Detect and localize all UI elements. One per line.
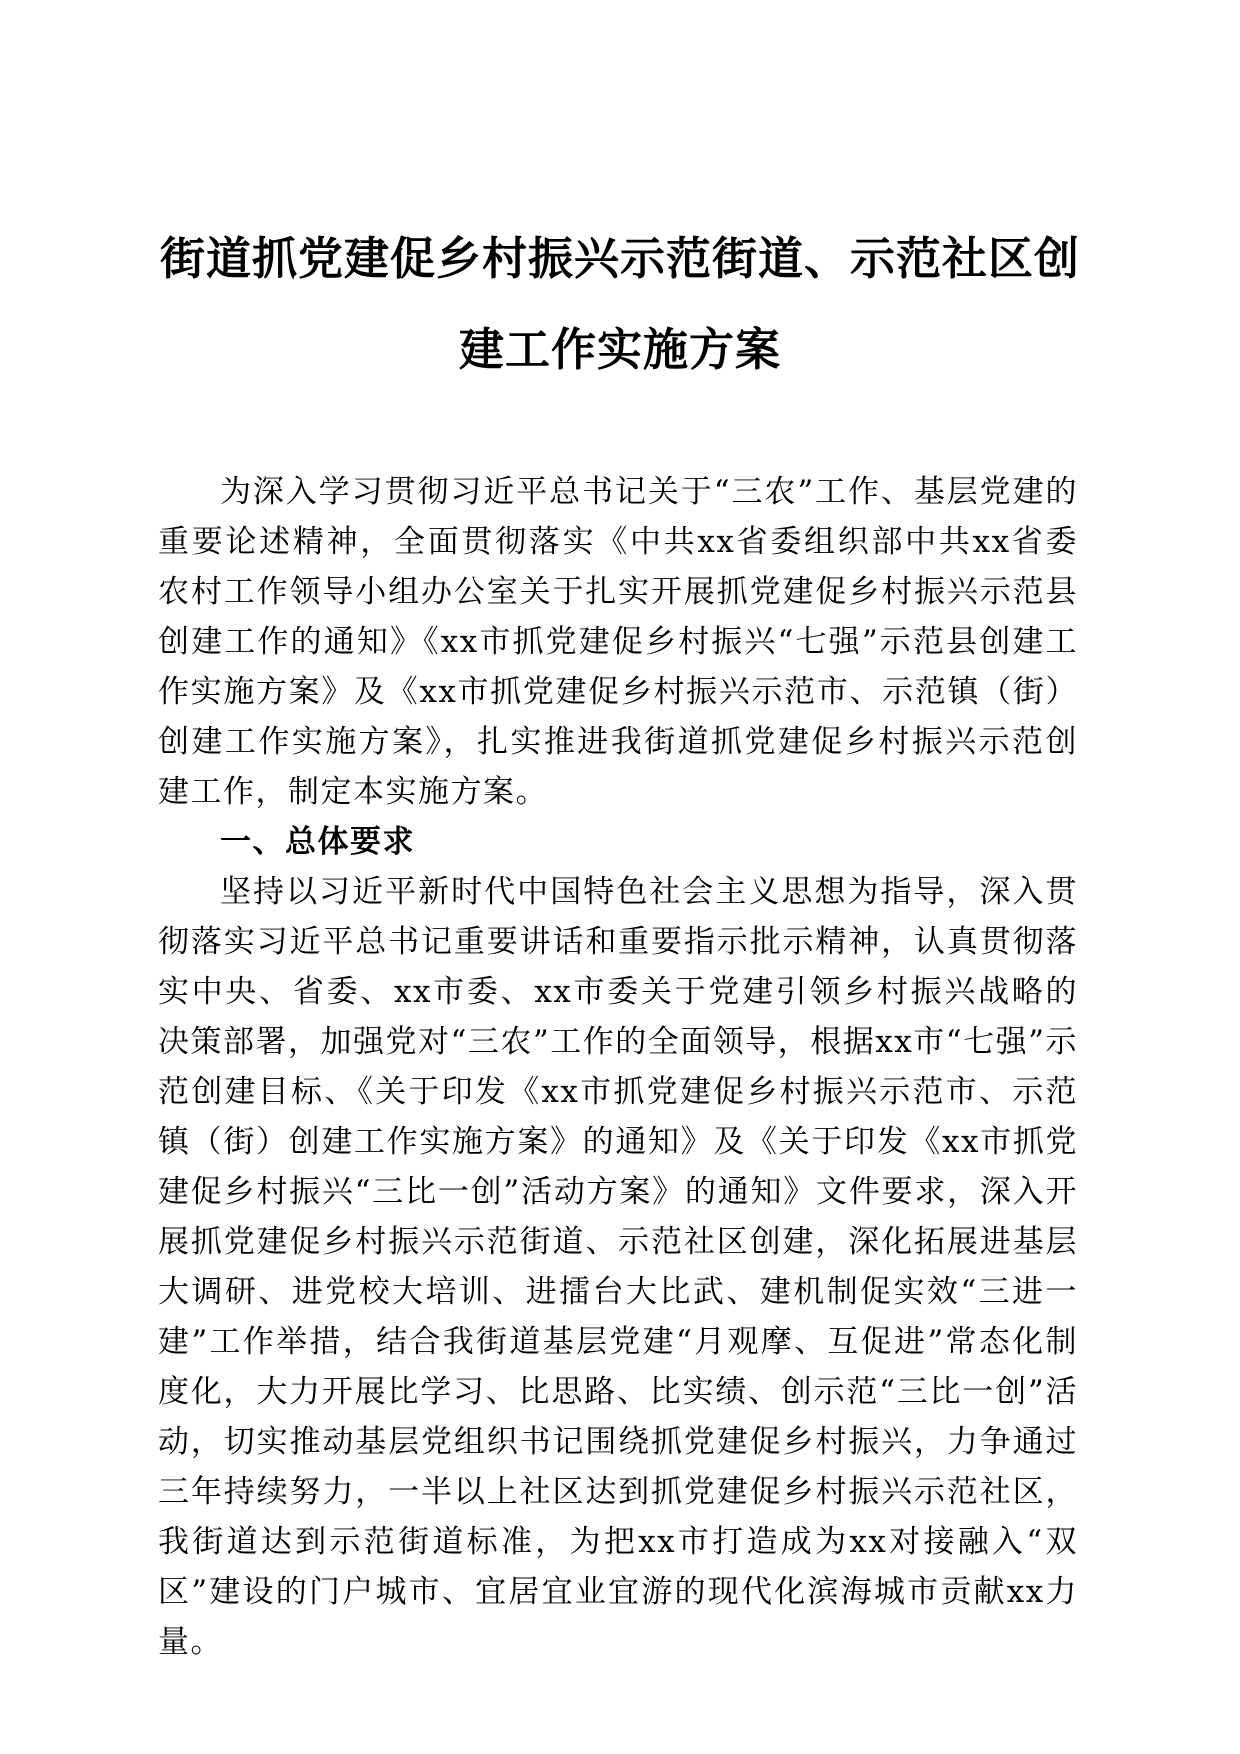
section-heading-overall-requirements: 一、总体要求 — [220, 824, 415, 860]
document-body — [158, 467, 1078, 1667]
document-title-line-1: 街道抓党建促乡村振兴示范街道、示范社区创 — [159, 232, 1080, 285]
section-paragraph-overall-requirements: 坚持以习近平新时代中国特色社会主义思想为指导，深入贯彻落实习近平总书记重要讲话和重要指示批示精神，认真贯彻落实中央、省委、xx市委、xx市委关于党建引领乡村振兴战略的决策部署，加强党对“三农”工作的全面领导，根据xx市“七强”示范创建目标、《关于印发《xx市抓党建促乡村振兴示范市、示范镇（街）创建工作实施方案》的通知》及《关于印发《xx市抓党建促乡村振兴“三比一创”活动方案》的通知》文件要求，深入开展抓党建促乡村振兴示范街道、示范社区创建，深化拓展进基层大调研、进党校大培训、进擂台大比武、建机制促实效“三进一建”工作举措，结合我街道基层党建“月观摩、互促进”常态化制度化，大力开展比学习、比思路、比实绩、创示范“三比一创”活动，切实推动基层党组织书记围绕抓党建促乡村振兴，力争通过三年持续努力，一半以上社区达到抓党建促乡村振兴示范社区，我街道达到示范街道标准，为把xx市打造成为xx对接融入“双区”建设的门户城市、宜居宜业宜游的现代化滨海城市贡献xx力量。 — [158, 874, 1078, 1660]
intro-paragraph: 为深入学习贯彻习近平总书记关于“三农”工作、基层党建的重要论述精神，全面贯彻落实《中共xx省委组织部中共xx省委农村工作领导小组办公室关于扎实开展抓党建促乡村振兴示范县创建工作的通知》《xx市抓党建促乡村振兴“七强”示范县创建工作实施方案》及《xx市抓党建促乡村振兴示范市、示范镇（街）创建工作实施方案》，扎实推进我街道抓党建促乡村振兴示范创建工作，制定本实施方案。 — [158, 474, 1078, 810]
document-title-line-2: 建工作实施方案 — [458, 323, 781, 376]
